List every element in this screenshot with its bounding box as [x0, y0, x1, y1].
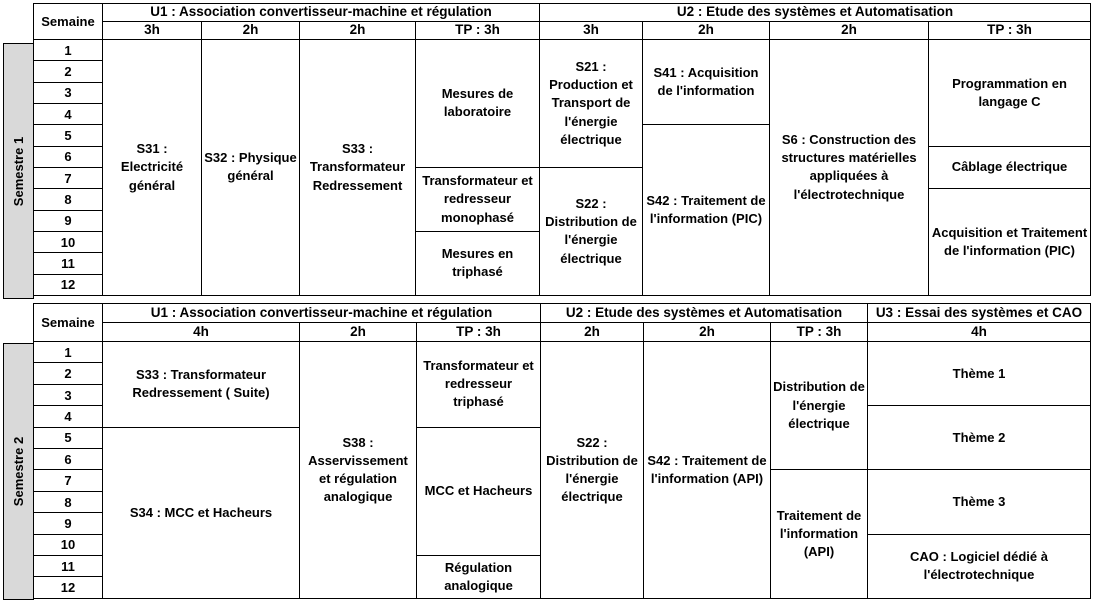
week-number: 8	[34, 189, 103, 210]
week-number: 10	[34, 534, 103, 555]
week-number: 6	[34, 146, 103, 167]
week-number: 3	[34, 82, 103, 103]
week-number: 12	[34, 577, 103, 598]
tp-mcc-hacheurs: MCC et Hacheurs	[417, 427, 541, 555]
semester-1-label-text: Semestre 1	[11, 136, 27, 206]
session-s41: S41 : Acquisition de l'information	[643, 40, 770, 125]
session-s21: S21 : Production et Transport de l'énergie électrique	[540, 40, 643, 168]
week-number: 7	[34, 167, 103, 188]
hours-s6: 2h	[770, 22, 929, 40]
tp-distribution-energie: Distribution de l'énergie électrique	[771, 342, 868, 470]
u3-header: U3 : Essai des systèmes et CAO	[868, 304, 1091, 323]
tp-programmation-c: Programmation en langage C	[929, 40, 1091, 147]
theme-2: Thème 2	[868, 406, 1091, 470]
session-s6: S6 : Construction des structures matérielles appliquées à l'électrotechnique	[770, 40, 929, 296]
week-number: 7	[34, 470, 103, 491]
session-s22: S22 : Distribution de l'énergie électrique	[541, 342, 644, 599]
semester-2-label	[3, 343, 34, 600]
hours-s38: 2h	[300, 323, 417, 342]
week-number: 12	[34, 274, 103, 295]
semester-1-label	[3, 43, 34, 299]
hours-tp-u2: TP : 3h	[771, 323, 868, 342]
week-number: 4	[34, 406, 103, 427]
semester-1-table	[33, 3, 1091, 296]
tp-transformateur-monophase: Transformateur et redresseur monophasé	[416, 167, 540, 231]
session-s33-suite: S33 : Transformateur Redressement ( Suite)	[103, 342, 300, 428]
tp-mesures-laboratoire: Mesures de laboratoire	[416, 40, 540, 168]
session-s31: S31 : Electricité général	[103, 40, 202, 296]
hours-tp-u2: TP : 3h	[929, 22, 1091, 40]
tp-transformateur-triphase: Transformateur et redresseur triphasé	[417, 342, 541, 428]
semaine-header: Semaine	[34, 304, 103, 342]
tp-cablage-electrique: Câblage électrique	[929, 146, 1091, 189]
hours-u3: 4h	[868, 323, 1091, 342]
hours-s41-s42: 2h	[643, 22, 770, 40]
tp-traitement-api: Traitement de l'information (API)	[771, 470, 868, 598]
u2-header: U2 : Etude des systèmes et Automatisation	[540, 4, 1091, 22]
semester-2-label-text: Semestre 2	[11, 436, 27, 507]
cao-logiciel: CAO : Logiciel dédié à l'électrotechnique	[868, 534, 1091, 598]
session-s33: S33 : Transformateur Redressement	[300, 40, 416, 296]
hours-s22: 2h	[541, 323, 644, 342]
u1-header: U1 : Association convertisseur-machine et régulation	[103, 304, 541, 323]
hours-s32: 2h	[202, 22, 300, 40]
session-s42-api: S42 : Traitement de l'information (API)	[644, 342, 771, 599]
session-s42-pic: S42 : Traitement de l'information (PIC)	[643, 125, 770, 296]
theme-3: Thème 3	[868, 470, 1091, 534]
week-number: 11	[34, 253, 103, 274]
week-number: 11	[34, 556, 103, 577]
week-number: 1	[34, 342, 103, 363]
week-number: 2	[34, 363, 103, 384]
u2-header: U2 : Etude des systèmes et Automatisation	[541, 304, 868, 323]
week-number: 5	[34, 427, 103, 448]
hours-tp-u1: TP : 3h	[416, 22, 540, 40]
session-s22: S22 : Distribution de l'énergie électrique	[540, 167, 643, 295]
session-s38: S38 : Asservissement et régulation analogique	[300, 342, 417, 599]
week-number: 3	[34, 384, 103, 405]
hours-s33: 2h	[300, 22, 416, 40]
week-number: 9	[34, 210, 103, 231]
week-number: 9	[34, 513, 103, 534]
week-number: 4	[34, 103, 103, 124]
week-number: 6	[34, 449, 103, 470]
week-number: 1	[34, 40, 103, 61]
hours-s33-s34: 4h	[103, 323, 300, 342]
hours-s42: 2h	[644, 323, 771, 342]
hours-s31: 3h	[103, 22, 202, 40]
week-number: 8	[34, 491, 103, 512]
hours-tp-u1: TP : 3h	[417, 323, 541, 342]
session-s34: S34 : MCC et Hacheurs	[103, 427, 300, 598]
hours-s21-s22: 3h	[540, 22, 643, 40]
session-s32: S32 : Physique général	[202, 40, 300, 296]
tp-mesures-triphase: Mesures en triphasé	[416, 231, 540, 295]
theme-1: Thème 1	[868, 342, 1091, 406]
tp-regulation-analogique: Régulation analogique	[417, 556, 541, 599]
semaine-header: Semaine	[34, 4, 103, 40]
tp-acquisition-traitement-pic: Acquisition et Traitement de l'information (PIC)	[929, 189, 1091, 296]
week-number: 10	[34, 231, 103, 252]
week-number: 5	[34, 125, 103, 146]
u1-header: U1 : Association convertisseur-machine et régulation	[103, 4, 540, 22]
week-number: 2	[34, 61, 103, 82]
semester-2-table	[33, 303, 1091, 599]
